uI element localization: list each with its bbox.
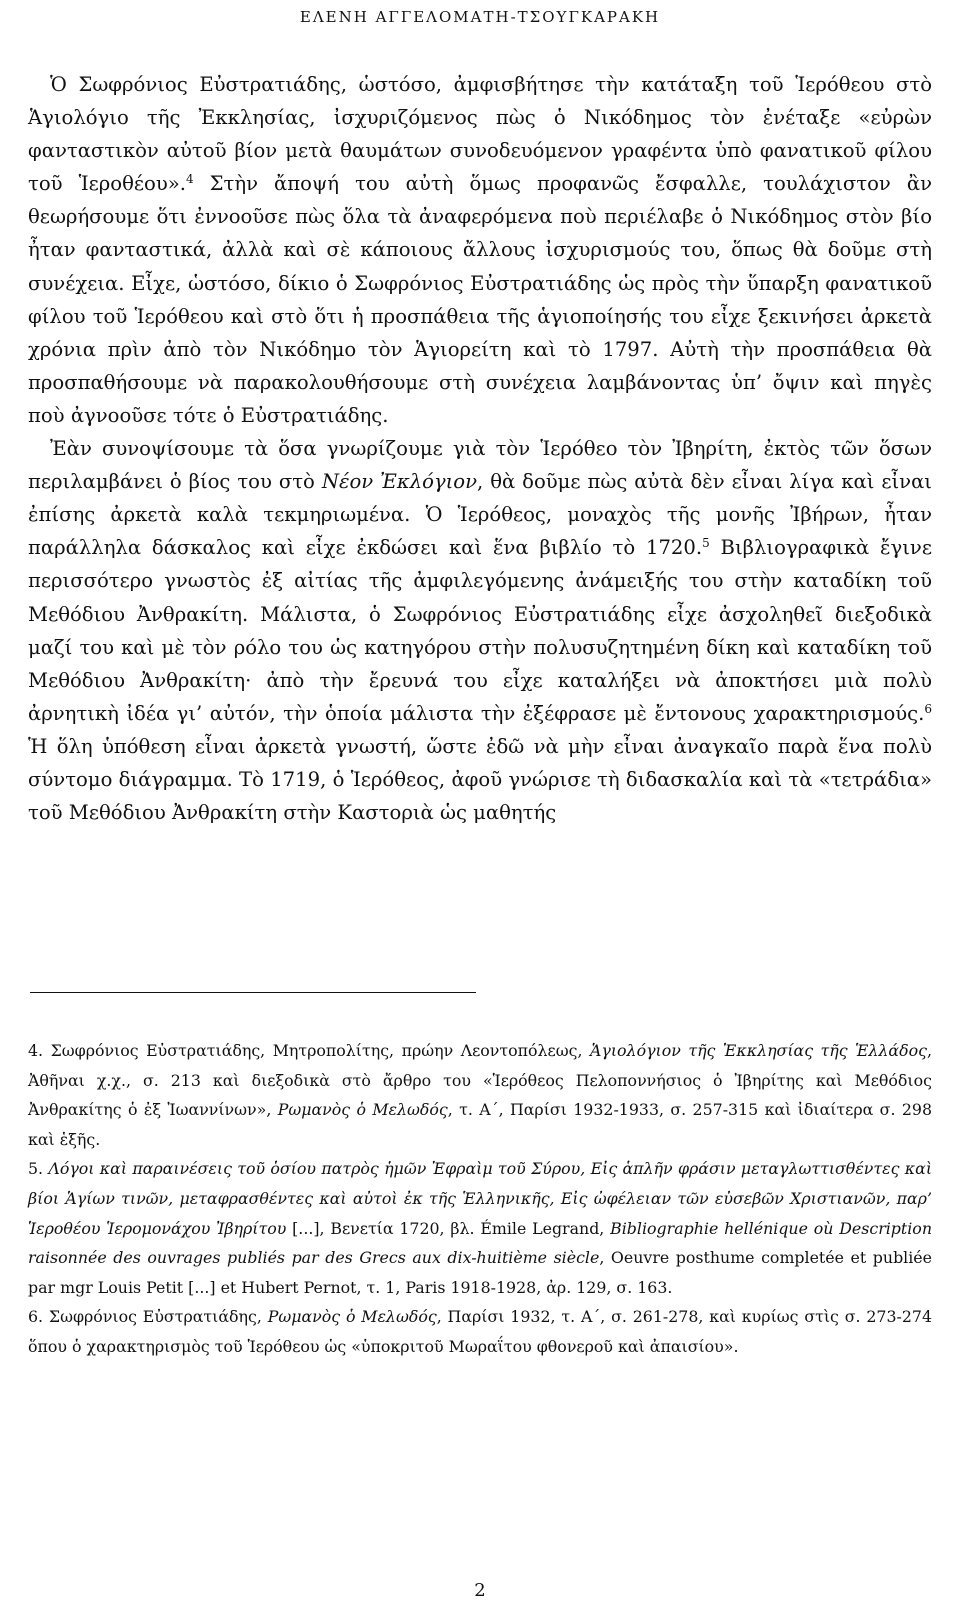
main-text (28, 68, 932, 829)
footnote-italic: Ἁγιολόγιον τῆς Ἐκκλησίας τῆς Ἑλλάδος (590, 1041, 927, 1060)
footnote-4 (28, 1036, 932, 1154)
footnote-separator (30, 992, 476, 993)
body-text: Ὁ Σωφρόνιος Εὐστρατιάδης, ὡστόσο, ἀμφισβήτησε τὴν κατάταξη τοῦ Ἱερόθεου στὸ Ἁγιολόγιο τῆς Ἐκκλησίας, ἰσχυριζόμενος πὼς ὁ Νικόδημος τὸν ἐνέταξε «εὐρὼν φανταστικὸν αὐτοῦ βίον μετὰ θαυμάτων συνοδευόμενον γραφέντα ὑπὸ φανατικοῦ φίλου τοῦ Ἱεροθέου». (28, 73, 932, 196)
footnote-ref-6[interactable]: 6 (924, 701, 932, 716)
footnote-text: 6. Σωφρόνιος Εὐστρατιάδης, (28, 1307, 268, 1327)
body-text: Ἐὰν συνοψίσουμε τὰ ὅσα γνωρίζουμε γιὰ τὸν Ἱερόθεο τὸν Ἰβηρίτη, ἐκτὸς τῶν ὅσων περιλαμβάνει ὁ βίος του στὸ (28, 437, 932, 494)
italic-title: Νέον Ἐκλόγιον (321, 470, 478, 494)
body-text: , θὰ δοῦμε πὼς αὐτὰ δὲν εἶναι λίγα καὶ εἶναι ἐπίσης ἀρκετὰ καλὰ τεκμηριωμένα. Ὁ Ἱερόθεος, μοναχὸς τῆς μονῆς Ἰβήρων, ἦταν παράλληλα δάσκαλος καὶ εἶχε ἐκδώσει καὶ ἕνα βιβλίο τὸ 1720. (28, 470, 932, 560)
footnote-text: 4. Σωφρόνιος Εὐστρατιάδης, Μητροπολίτης, πρώην Λεοντοπόλεως, (28, 1041, 590, 1060)
body-paragraph-2 (28, 432, 932, 829)
footnote-5 (28, 1154, 932, 1302)
body-paragraph-1 (28, 68, 932, 432)
footnote-6 (28, 1302, 932, 1361)
footnote-italic: Ρωμανὸς ὁ Μελωδός (277, 1100, 448, 1120)
footnote-text: , Ἀθῆναι χ.χ., σ. 213 καὶ διεξοδικὰ στὸ ἄρθρο του «Ἱερόθεος Πελοποννήσιος ὁ Ἰβηρίτης καὶ Μεθόδιος Ἀνθρακίτης ὁ ἐξ Ἰωαννίνων», (28, 1041, 932, 1120)
footnote-ref-5[interactable]: 5 (702, 536, 710, 551)
footnote-text: , Παρίσι 1932, τ. Α΄, σ. 261-278, καὶ κυρίως στὶς σ. 273-274 ὅπου ὁ χαρακτηρισμὸς τοῦ Ἱερόθεου ὡς «ὑποκριτοῦ Μωραΐτου φθονεροῦ καὶ ἀπαισίου». (28, 1307, 932, 1356)
footnote-italic: Λόγοι καὶ παραινέσεις τοῦ ὁσίου πατρὸς ἡμῶν Ἐφραὶμ τοῦ Σύρου, Εἰς ἁπλῆν φράσιν μεταγλωττισθέντες καὶ βίοι Ἁγίων τινῶν, μεταφρασθέντες καὶ αὐτοὶ ἐκ τῆς Ἑλληνικῆς, Εἰς ὠφέλειαν τῶν εὐσεβῶν Χριστιανῶν, παρ’ Ἱεροθέου Ἱερομονάχου Ἰβηρίτου (28, 1159, 933, 1238)
footnotes (28, 1036, 932, 1362)
footnote-italic: Ρωμανὸς ὁ Μελωδός (267, 1307, 437, 1327)
footnote-text: , Oeuvre posthume completée et publiée par mgr Louis Petit [...] et Hubert Pernot, τ. 1, Paris 1918-1928, ἀρ. 129, σ. 163. (28, 1248, 932, 1297)
body-text: Στὴν ἄποψή του αὐτὴ ὅμως προφανῶς ἔσφαλλε, τουλάχιστον ἂν θεωρήσουμε ὅτι ἐννοοῦσε πὼς ὅλα τὰ ἀναφερόμενα ποὺ περιέλαβε ὁ Νικόδημος στὸν βίο ἦταν φανταστικά, ἀλλὰ καὶ σὲ κάποιους ἄλλους ἰσχυρισμούς του, ὅπως θὰ δοῦμε στὴ συνέχεια. Εἶχε, ὡστόσο, δίκιο ὁ Σωφρόνιος Εὐστρατιάδης ὡς πρὸς τὴν ὕπαρξη φανατικοῦ φίλου τοῦ Ἱερόθεου καὶ στὸ ὅτι ἡ προσπάθεια τῆς ἁγιοποίησής του εἶχε ξεκινήσει ἀρκετὰ χρόνια πρὶν ἀπὸ τὸν Νικόδημο τὸν Ἁγιορείτη καὶ τὸ 1797. Αὐτὴ τὴν προσπάθεια θὰ προσπαθήσουμε νὰ παρακολουθήσουμε στὴ συνέχεια λαμβάνοντας ὑπ’ ὄψιν καὶ πηγὲς ποὺ ἀγνοοῦσε τότε ὁ Εὐστρατιάδης. (28, 172, 932, 427)
footnote-text: [...], Βενετία 1720, βλ. Émile Legrand, (286, 1218, 611, 1238)
footnote-ref-4[interactable]: 4 (185, 172, 194, 187)
footnote-text: , τ. Α΄, Παρίσι 1932-1933, σ. 257-315 καὶ ἰδιαίτερα σ. 298 καὶ ἑξῆς. (28, 1100, 932, 1149)
body-text: Βιβλιογραφικὰ ἔγινε περισσότερο γνωστὸς ἐξ αἰτίας τῆς ἀμφιλεγόμενης ἀνάμειξής του στὴν καταδίκη τοῦ Μεθόδιου Ἀνθρακίτη. Μάλιστα, ὁ Σωφρόνιος Εὐστρατιάδης εἶχε ἀσχοληθεῖ διεξοδικὰ μαζί του καὶ μὲ τὸν ρόλο του ὡς κατηγόρου στὴν πολυσυζητημένη δίκη καὶ καταδίκη τοῦ Μεθόδιου Ἀνθρακίτη· ἀπὸ τὴν ἔρευνά του εἶχε καταλήξει νὰ ἀποκτήσει μιὰ πολὺ ἀρνητικὴ ἰδέα γι’ αὐτόν, τὴν ὁποία μάλιστα τὴν ἐξέφρασε μὲ ἔντονους χαρακτηρισμούς. (28, 536, 932, 725)
running-head: ΕΛΕΝΗ ΑΓΓΕΛΟΜΑΤΗ-ΤΣΟΥΓΚΑΡΑΚΗ (299, 8, 661, 26)
body-text: Ἡ ὅλη ὑπόθεση εἶναι ἀρκετὰ γνωστή, ὥστε ἐδῶ νὰ μὴν εἶναι ἀναγκαῖο παρὰ ἕνα πολὺ σύντομο διάγραμμα. Τὸ 1719, ὁ Ἱερόθεος, ἀφοῦ γνώρισε τὴ διδασκαλία καὶ τὰ «τετράδια» τοῦ Μεθόδιου Ἀνθρακίτη στὴν Καστοριὰ ὡς μαθητής (28, 734, 932, 825)
page-number: 2 (474, 1580, 486, 1601)
footnote-italic: Bibliographie hellénique où Description raisonnée des ouvrages publiés par des Grecs aux dix-huitième siècle (28, 1218, 932, 1268)
footnote-text: 5. (28, 1159, 49, 1179)
